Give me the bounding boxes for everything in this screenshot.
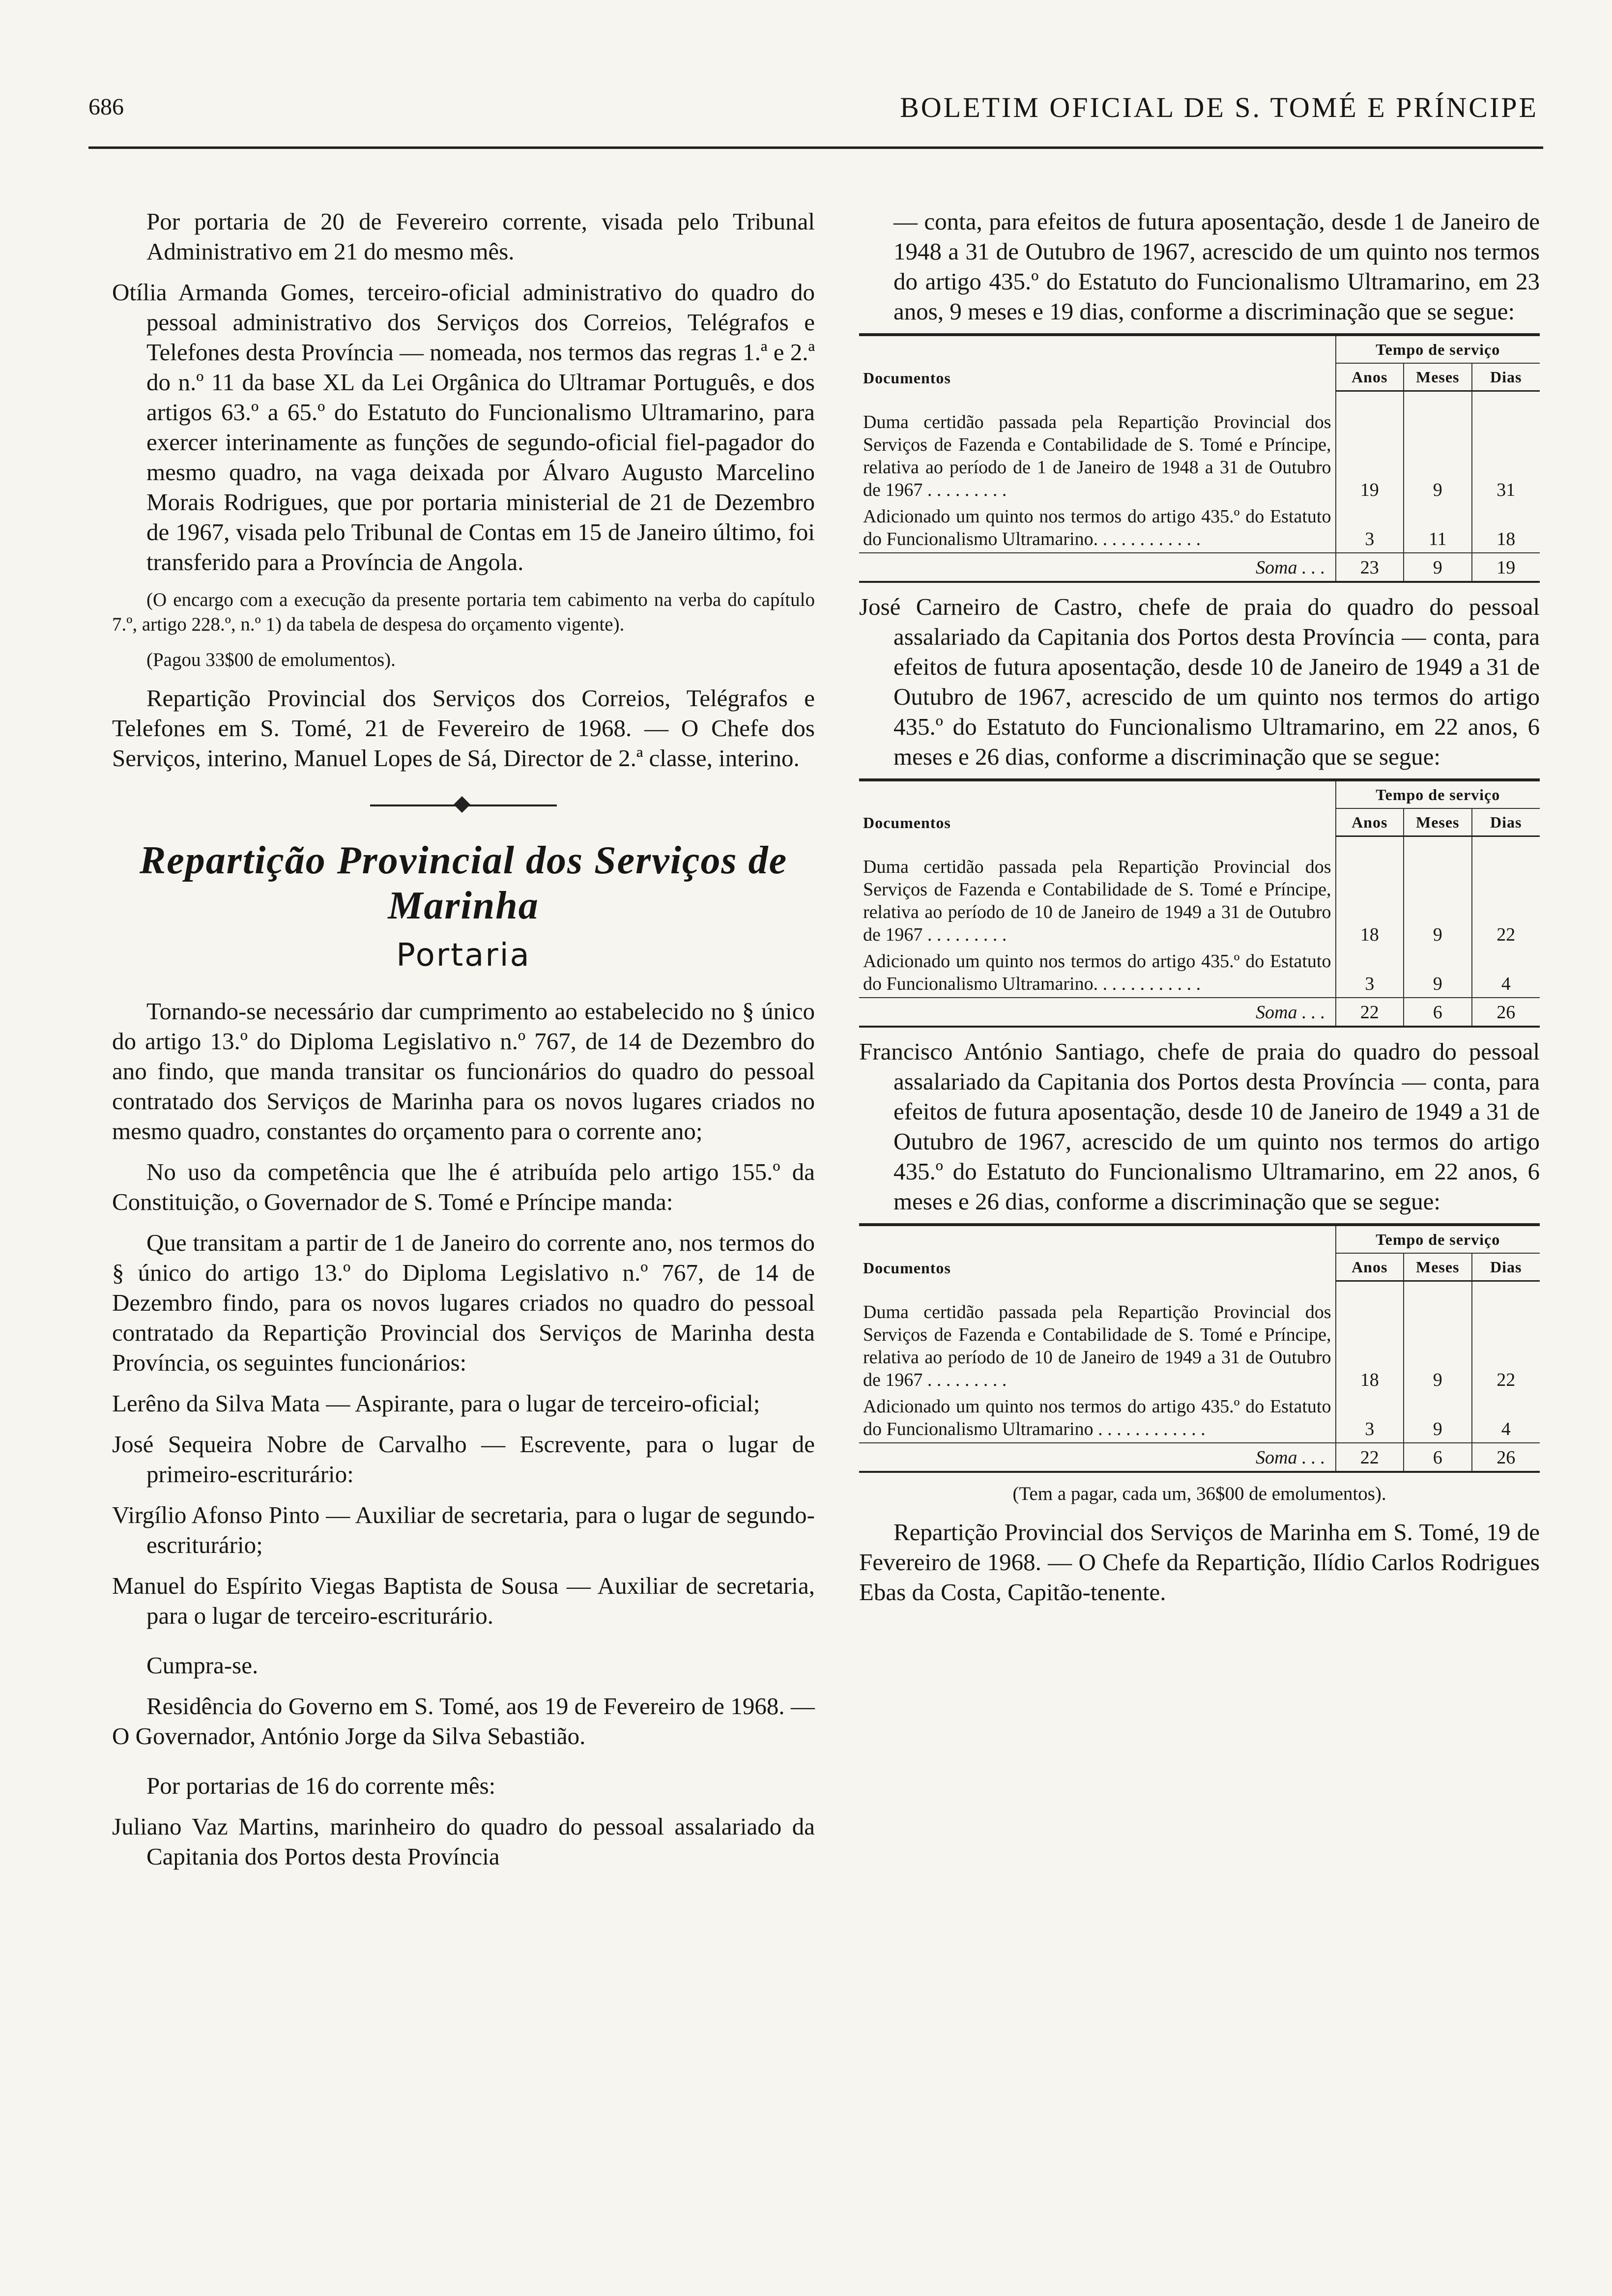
table-row: Adicionado um quinto nos termos do artigo 435.º do Estatuto do Funcionalismo Ultramarino. . . . . . . . . . . . 3 9 4 [859, 948, 1540, 998]
jose-entry: José Carneiro de Castro, chefe de praia do quadro do pessoal assalariado da Capitania dos Portos desta Província — conta, para efeitos de futura aposentação, desde 10 de Janeiro de 1949 a 31 de Outubro de 1967, acrescido de um quinto nos termos do artigo 435.º do Estatuto do Funcionalismo Ultramarino, em 22 anos, 6 meses e 26 dias, conforme a discriminação que se segue: [859, 593, 1540, 770]
right-column [859, 206, 1540, 1607]
section-subtitle: Portaria [396, 937, 531, 974]
anos-header: Anos [1336, 808, 1404, 836]
meses-header: Meses [1404, 808, 1472, 836]
tempo-header: Tempo de serviço [1336, 1225, 1540, 1253]
list-item: Lerêno da Silva Mata — Aspirante, para o lugar de terceiro-oficial; [112, 1390, 760, 1417]
portarias-intro: Por portarias de 16 do corrente mês: [146, 1772, 496, 1799]
section-separator [370, 804, 557, 806]
payment-note: (Pagou 33$00 de emolumentos). [146, 649, 396, 670]
list-item: Manuel do Espírito Viegas Baptista de Sousa — Auxiliar de secretaria, para o lugar de terceiro-escriturário. [112, 1572, 815, 1629]
documentos-header: Documentos [859, 335, 1336, 391]
portaria-paragraph-2: No uso da competência que lhe é atribuída pelo artigo 155.º da Constituição, o Governador de S. Tomé e Príncipe manda: [112, 1158, 815, 1215]
service-time-table-2 [859, 778, 1540, 1030]
juliano-entry: Juliano Vaz Martins, marinheiro do quadro do pessoal assalariado da Capitania dos Portos desta Província [112, 1813, 815, 1870]
table-row: Duma certidão passada pela Repartição Provincial dos Serviços de Fazenda e Contabilidade de S. Tomé e Príncipe, relativa ao período de 10 de Janeiro de 1949 a 31 de Outubro de 1967 . . . . . . . . . 18 9 22 [859, 1281, 1540, 1393]
table-row: Duma certidão passada pela Repartição Provincial dos Serviços de Fazenda e Contabilidade de S. Tomé e Príncipe, relativa ao período de 1 de Janeiro de 1948 a 31 de Outubro de 1967 . . . . . . . . . 19 9 31 [859, 391, 1540, 503]
left-column [112, 206, 815, 1871]
soma-row: Soma . . . 23 9 19 [859, 553, 1540, 582]
service-time-table-3 [859, 1223, 1540, 1475]
dias-header: Dias [1472, 808, 1540, 836]
anos-header: Anos [1336, 363, 1404, 391]
publication-title: BOLETIM OFICIAL DE S. TOMÉ E PRÍNCIPE [900, 91, 1538, 123]
soma-row: Soma . . . 22 6 26 [859, 998, 1540, 1027]
governor-signature: Residência do Governo em S. Tomé, aos 19 de Fevereiro de 1968. — O Governador, António Jorge da Silva Sebastião. [112, 1693, 815, 1750]
encargo-note: (O encargo com a execução da presente portaria tem cabimento na verba do capítulo 7.º, artigo 228.º, n.º 1) da tabela de despesa do orçamento vigente). [112, 589, 815, 635]
anos-header: Anos [1336, 1253, 1404, 1281]
meses-header: Meses [1404, 363, 1472, 391]
portaria-intro: Por portaria de 20 de Fevereiro corrente, visada pelo Tribunal Administrativo em 21 do mesmo mês. [146, 208, 815, 265]
section-title: Repartição Provincial dos Serviços de Marinha [139, 839, 788, 927]
service-time-table-1 [859, 333, 1540, 585]
table-row: Duma certidão passada pela Repartição Provincial dos Serviços de Fazenda e Contabilidade de S. Tomé e Príncipe, relativa ao período de 10 de Janeiro de 1949 a 31 de Outubro de 1967 . . . . . . . . . 18 9 22 [859, 836, 1540, 948]
list-item: José Sequeira Nobre de Carvalho — Escrevente, para o lugar de primeiro-escriturário: [112, 1431, 815, 1488]
portaria-otilia: Otília Armanda Gomes, terceiro-oficial administrativo do quadro do pessoal administrativo dos Serviços dos Correios, Telégrafos e Telefones desta Província — nomeada, nos termos das regras 1.ª e 2.ª do n.º 11 da base XL da Lei Orgânica do Ultramar Português, e dos artigos 63.º a 65.º do Estatuto do Funcionalismo Ultramarino, para exercer interinamente as funções de segundo-oficial fiel-pagador do mesmo quadro, na vaga deixada por Álvaro Augusto Marcelino Morais Rodrigues, que por portaria ministerial de 21 de Dezembro de 1967, visada pelo Tribunal de Contas em 15 de Janeiro último, foi transferido para a Província de Angola. [112, 279, 815, 575]
dias-header: Dias [1472, 363, 1540, 391]
dias-header: Dias [1472, 1253, 1540, 1281]
list-item: Virgílio Afonso Pinto — Auxiliar de secretaria, para o lugar de segundo-escriturário; [112, 1501, 815, 1558]
meses-header: Meses [1404, 1253, 1472, 1281]
francisco-entry: Francisco António Santiago, chefe de praia do quadro do pessoal assalariado da Capitania dos Portos desta Província — conta, para efeitos de futura aposentação, desde 10 de Janeiro de 1949 a 31 de Outubro de 1967, acrescido de um quinto nos termos do artigo 435.º do Estatuto do Funcionalismo Ultramarino, em 22 anos, 6 meses e 26 dias, conforme a discriminação que se segue: [859, 1038, 1540, 1215]
payment-note: (Tem a pagar, cada um, 36$00 de emolumentos). [1012, 1483, 1386, 1504]
documentos-header: Documentos [859, 1225, 1336, 1281]
documentos-header: Documentos [859, 780, 1336, 836]
cumpra-se: Cumpra-se. [146, 1652, 259, 1679]
juliano-continuation: — conta, para efeitos de futura aposentação, desde 1 de Janeiro de 1948 a 31 de Outubro de 1967, acrescido de um quinto nos termos do artigo 435.º do Estatuto do Funcionalismo Ultramarino, em 23 anos, 9 meses e 19 dias, conforme a discriminação que se segue: [893, 208, 1540, 325]
table-row: Adicionado um quinto nos termos do artigo 435.º do Estatuto do Funcionalismo Ultramarino. . . . . . . . . . . . 3 11 18 [859, 503, 1540, 553]
portaria-paragraph-1: Tornando-se necessário dar cumprimento ao estabelecido no § único do artigo 13.º do Diploma Legislativo n.º 767, de 14 de Dezembro do ano findo, que manda transitar os funcionários do quadro do pessoal contratado dos Serviços de Marinha para os novos lugares criados no mesmo quadro, constantes do orçamento para o corrente ano; [112, 998, 815, 1145]
correios-signature: Repartição Provincial dos Serviços dos Correios, Telégrafos e Telefones em S. Tomé, 21 de Fevereiro de 1968. — O Chefe dos Serviços, interino, Manuel Lopes de Sá, Director de 2.ª classe, interino. [112, 685, 815, 772]
marinha-signature: Repartição Provincial dos Serviços de Marinha em S. Tomé, 19 de Fevereiro de 1968. — O Chefe da Repartição, Ilídio Carlos Rodrigues Ebas da Costa, Capitão-tenente. [859, 1518, 1540, 1606]
header-rule [88, 146, 1543, 149]
page-number: 686 [88, 94, 124, 120]
soma-row: Soma . . . 22 6 26 [859, 1443, 1540, 1472]
tempo-header: Tempo de serviço [1336, 335, 1540, 363]
portaria-paragraph-3: Que transitam a partir de 1 de Janeiro do corrente ano, nos termos do § único do artigo 13.º do Diploma Legislativo n.º 767, de 14 de Dezembro findo, para os novos lugares criados no quadro do pessoal contratado da Repartição Provincial dos Serviços de Marinha desta Província, os seguintes funcionários: [112, 1229, 815, 1376]
table-row: Adicionado um quinto nos termos do artigo 435.º do Estatuto do Funcionalismo Ultramarino . . . . . . . . . . . . 3 9 4 [859, 1393, 1540, 1443]
tempo-header: Tempo de serviço [1336, 780, 1540, 808]
